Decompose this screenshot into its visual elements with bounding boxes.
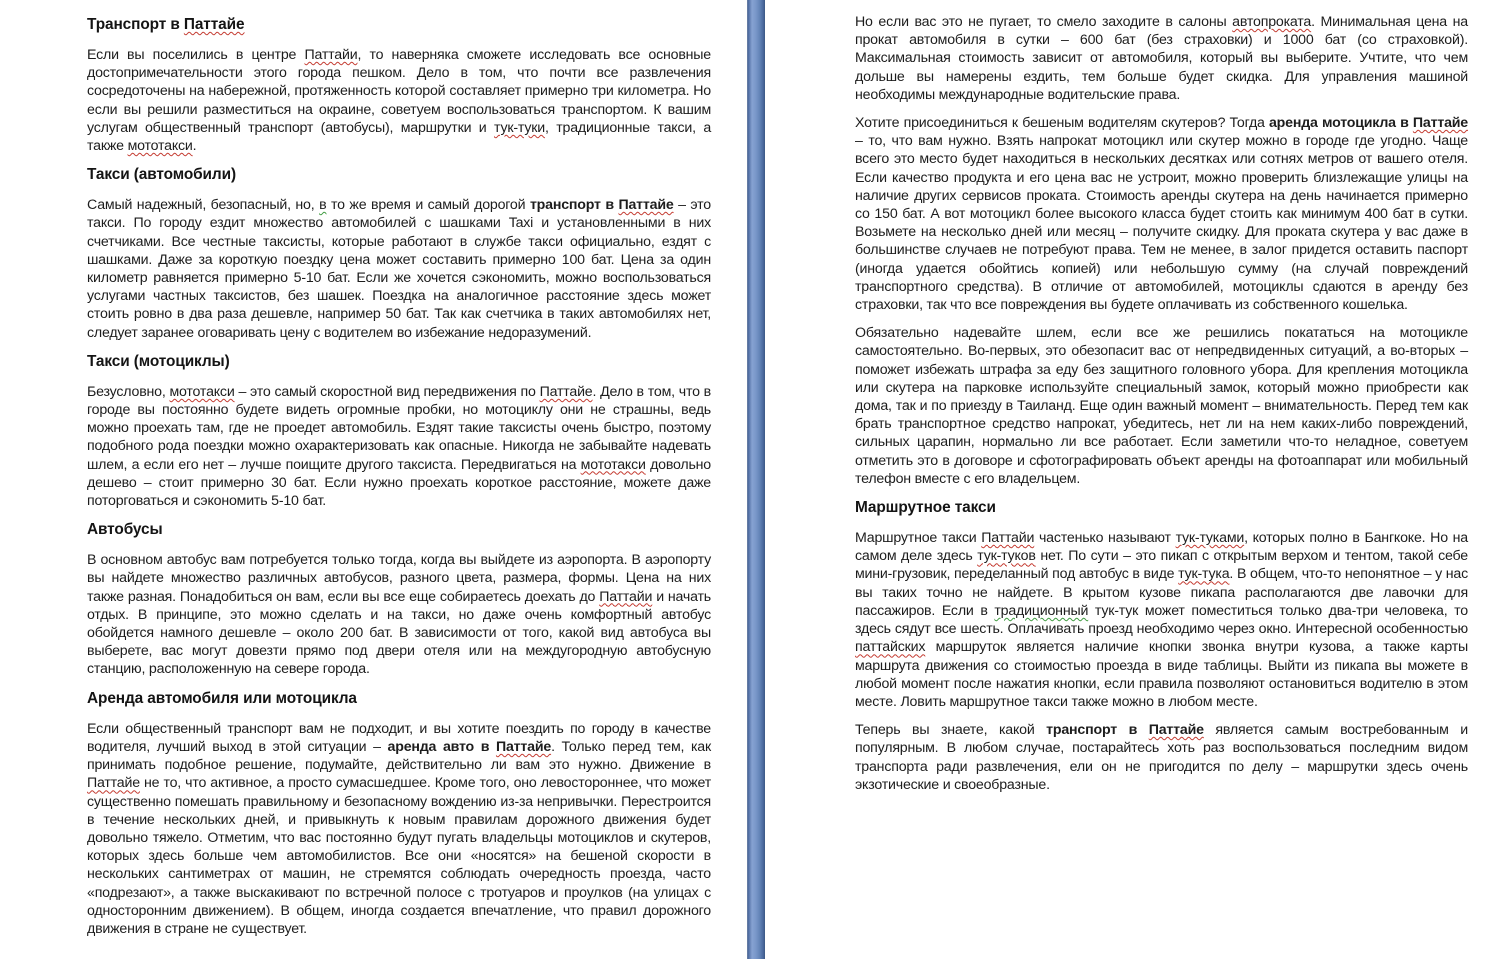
text-run: . Минимальная цена на прокат автомобиля в сутки – 600 бат (без страховки) и 1000 бат (со страховкой). Максимальная стоимость зависит от автомобиля, который вы выберите. Учтите, что чем дольше вы намерены ездить, тем больше будет скидка. Для управления машиной необходимы международные водительские права. — [855, 14, 1468, 103]
page-right-content — [765, 0, 1510, 794]
text-run: Если вы поселились в центре — [87, 47, 305, 63]
text-run: , традиционные такси, а также — [87, 119, 712, 155]
text-run: Такси (автомобили) — [87, 166, 236, 184]
text-run: Теперь вы знаете, какой — [855, 722, 1047, 739]
text-run: Но если вас это не пугает, то смело заходите в салоны — [855, 14, 1233, 30]
text-run: не то, что активное, а просто сумасшедшее. Кроме того, оно левостороннее, что может существенно помешать правильному и безопасному вождению из-за непривычки. Перестроится в течение нескольких дней, и привыкнуть к новым правилам дорожного движения будет довольно тяжело. Отметим, что вас постоянно будут пугать владельцы мотоциклов и скутеров, которых здесь больше чем автомобилистов. Все они «носятся» на бешеной скорости в нескольких сантиметрах от машин, не стремятся соблюдать очередность проезда, часто «подрезают», а также выскакивают по встречной полосе с тротуаров и проулков (на улицах с односторонним движением). В общем, иногда создается впечатление, что правил дорожного движения в стране не существует. — [87, 775, 711, 937]
text-run-misspelled: Паттайе — [495, 738, 552, 755]
text-run-misspelled: в — [319, 197, 327, 214]
page-left — [0, 0, 747, 959]
text-run: – это такси. По городу ездит множество автомобилей с шашками Taxi и установленными в них счетчиками. Все честные таксисты, которые работают в службе такси официально, ездят с шашками. Даже за короткую поездку цена может составить примерно 100 бат. Цена за один километр равняется примерно 5-10 бат. Если же хочется сэкономить, можно воспользоваться услугами частных таксистов, без шашек. Поездка на аналогичное расстояние здесь может стоить ровно в два раза дешевле, например 50 бат. Так как счетчика в таких автомобилях нет, следует заранее оговаривать цену с водителем во избежание недоразумений. — [87, 197, 711, 341]
text-run: транспорт в — [1046, 722, 1149, 739]
paragraph-helmet-advice — [855, 324, 1468, 488]
text-run: Маршрутное такси — [855, 499, 996, 517]
text-run: Хотите присоединиться к бешеным водителям скутеров? Тогда — [855, 115, 1269, 132]
text-run: – это самый скоростной вид передвижения по — [234, 383, 540, 400]
heading-taxi-motorcycles — [87, 352, 711, 371]
heading-buses — [87, 520, 711, 539]
text-run: довольно дешево – стоит примерно 30 бат. Если нужно проехать короткое расстояние, можете даже поторговаться и сэкономить 5-10 бат. — [87, 456, 711, 510]
text-run: Маршрутное такси — [855, 530, 982, 547]
text-run: является самым востребованным и популярным. В любом случае, постарайтесь хоть раз воспользоваться последним видом транспорта ради развлечения, ели он не пригодится по делу – маршрутки здесь очень экзотические и своеобразные. — [855, 722, 1468, 793]
paragraph-taxi-cars — [87, 196, 711, 342]
text-run: . — [192, 138, 197, 155]
text-run: Если общественный транспорт вам не подходит, и вы хотите поездить по городу в качестве водителя, лучший выход в этой ситуации – — [87, 720, 711, 755]
text-run: Безусловно, — [87, 383, 170, 400]
paragraph-taxi-motorcycles — [87, 383, 711, 510]
paragraph-marshrutka-taxi — [855, 529, 1468, 711]
page-left-content — [0, 0, 747, 938]
text-run-misspelled: мототакси — [580, 456, 646, 473]
paragraph-car-rental — [87, 720, 711, 938]
text-run: В основном автобус вам потребуется только тогда, когда вы выйдете из аэропорта. В аэропорту вы найдете множество различных автобусов, разного цвета, размера, формы. Цена на них также разная. Понадобиться он вам, если вы все еще собираетесь доехать до — [87, 552, 711, 605]
text-run: . В общем, что-то непонятное – у нас вы таких точно не найдете. В крытом кузове пикапа располагаются две лавочки для пассажиров. Если в — [855, 566, 1468, 619]
text-run-misspelled: Паттайе — [183, 16, 245, 33]
text-run: то же время и самый дорогой — [326, 197, 530, 214]
text-run-misspelled: Паттайе — [1412, 115, 1468, 132]
heading-car-or-motorcycle-rental — [87, 689, 711, 708]
text-run: транспорт в — [529, 197, 619, 214]
text-run: Аренда автомобиля или мотоцикла — [87, 689, 357, 707]
text-run: нет. По сути – это пикап с открытым верхом и тентом, такой себе мини-грузовик, переделанный под автобус в виде — [855, 548, 1468, 583]
text-run-misspelled: тук-тука — [1178, 566, 1230, 583]
text-run: – то, что вам нужно. Взять напрокат мотоцикл или скутер можно в городе где угодно. Чаще всего это место будет находиться в нескольких десятках или сотнях метров от вашего отеля. Если качество продукта и его цена вас не устроит, можно проверить близлежащие улицы на наличие других сервисов проката. Стоимость аренды скутера на день начинается примерно со 150 бат. А вот мотоцикл более высокого класса будет стоить как минимум 400 бат в сутки. Возьмете на несколько дней или месяц – получите скидку. Для проката скутера у вас даже в большинстве случаев не потребуют права. Тем не менее, в залог придется оставить паспорт (иногда удается обойтись копией) или небольшую сумму (на случай повреждений транспортного средства). В отличие от автомобилей, мотоциклы сдаются в аренду без страховки, так что все повреждения вы будете оплачивать из собственного кошелька. — [855, 133, 1468, 314]
text-run: аренда мотоцикла в — [1268, 115, 1413, 132]
text-run-misspelled: Паттайе — [87, 775, 140, 792]
text-run: частенько называют — [1034, 530, 1176, 547]
paragraph-motorcycle-rental — [855, 114, 1468, 314]
paragraph-buses — [87, 551, 711, 678]
heading-taxi-cars — [87, 165, 711, 184]
page-right — [765, 0, 1510, 959]
text-run-misspelled: Паттайе — [618, 197, 674, 214]
text-run-misspelled: Паттайе — [539, 383, 593, 400]
text-run-misspelled: автопроката — [1232, 14, 1312, 30]
text-run: Автобусы — [87, 521, 163, 539]
text-run: Обязательно надевайте шлем, если все же решились покататься на мотоцикле самостоятельно. Во-первых, это обезопасит вас от непредвиденных ситуаций, а во-вторых – поможет избежать штрафа за еду без защитного головного убора. Для крепления мотоцикла или скутера на парковке используйте специальный замок, который можно приобрести как дома, так и по приезду в Таиланд. Еще один важный момент – внимательность. Перед тем как брать транспортное средство напрокат, убедитесь, нет ли на нем каких-либо повреждений, сильных царапин, нормально ли все работает. Если заметили что-то неладное, советуем отметить это в договоре и сфотографировать объект аренды на фотоаппарат или мобильный телефон вместе с его владельцем. — [855, 325, 1468, 487]
text-run: , то наверняка сможете исследовать все основные достопримечательности этого города пешком. Дело в том, что почти все развлечения сосредоточены на набережной, протяженность которой составляет примерно три километра. Но если вы решили разместиться на окраине, советуем воспользоваться транспортом. К вашим услугам общественный транспорт (автобусы), маршрутки и — [87, 47, 711, 136]
text-run-misspelled: мототакси — [169, 383, 235, 400]
text-run-misspelled: мототакси — [127, 138, 193, 155]
text-run: , которых полно в Бангкоке. Но на самом деле здесь — [855, 530, 1468, 565]
paragraph-car-rental-prices — [855, 13, 1468, 104]
text-run-misspelled: тук-туки — [494, 119, 545, 136]
text-run: Транспорт в — [87, 16, 184, 33]
text-run-misspelled: Паттайи — [599, 588, 653, 605]
page-divider — [747, 0, 765, 959]
text-run: тук-тук может поместиться только два-три человека, то здесь сядут все шесть. Оплачивать проезд необходимо через окно. Интересной особенностью — [855, 602, 1468, 638]
paragraph-conclusion — [855, 721, 1468, 794]
text-run-misspelled: тук-туков — [977, 548, 1036, 565]
text-run: Такси (мотоциклы) — [87, 352, 230, 370]
text-run: . Дело в том, что в городе вы постоянно будете видеть огромные пробки, но мотоциклу они не страшны, ведь можно проехать там, где не проедет автомобиль. Ездят такие таксисты очень быстро, поэтому подобного рода поездки можно охарактеризовать как опасные. Никогда не забывайте надевать шлем, а если его нет – лучше поищите другого таксиста. Передвигаться на — [87, 383, 712, 473]
text-run: и начать отдых. В принципе, это можно сделать и на такси, но даже очень комфортный автобус обойдется намного дешевле – около 200 бат. В зависимости от того, какой вид автобуса вы выберете, вас могут довезти прямо под двери отеля или на междугородную автобусную станцию, расположенную на севере города. — [87, 588, 711, 678]
text-run-misspelled: традиционный — [994, 602, 1089, 619]
text-run-misspelled: паттайских — [855, 639, 926, 656]
text-run: маршруток является наличие кнопки звонка внутри кузова, а также карты маршрута движения со стоимостью проезда в виде таблицы. Выйти из пикапа вы можете в любой момент после нажатия кнопки, если правила позволяют остановиться водителю в этом месте. Ловить маршрутное такси также можно в любом месте. — [855, 639, 1468, 710]
text-run-misspelled: тук-туками — [1175, 530, 1245, 547]
text-run-misspelled: Паттайи — [981, 530, 1035, 547]
text-run: . Только перед тем, как принимать подобное решение, подумайте, действительно ли вам это нужно. Движение в — [87, 738, 711, 774]
text-run: Самый надежный, безопасный, но, — [87, 197, 320, 214]
heading-transport-in-pattaya — [87, 15, 711, 34]
text-run-misspelled: Паттайи — [304, 47, 358, 63]
text-run: аренда авто в — [387, 738, 496, 755]
paragraph-intro — [87, 46, 711, 155]
heading-marshrutka-taxi — [855, 498, 1468, 517]
text-run-misspelled: Паттайе — [1148, 722, 1204, 739]
